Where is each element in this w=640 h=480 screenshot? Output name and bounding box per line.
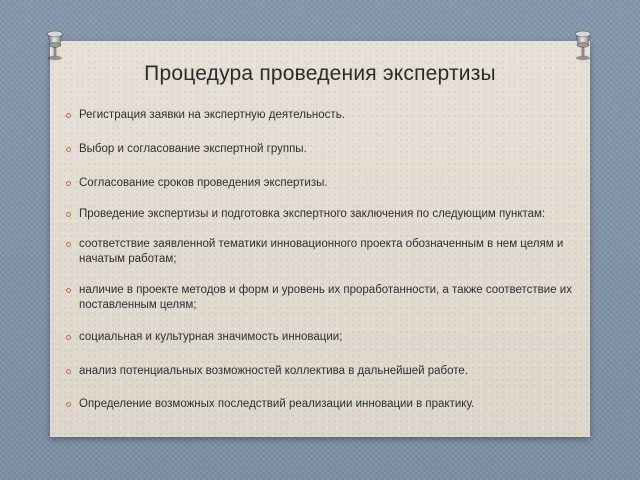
- bullet-list: [66, 108, 576, 412]
- list-item-text: Определение возможных последствий реализации инновации в практику.: [79, 398, 475, 410]
- list-item: [66, 330, 576, 345]
- list-item-text: социальная и культурная значимость инновации;: [79, 331, 343, 343]
- list-item: [66, 283, 576, 313]
- bullet-icon: [66, 335, 71, 340]
- bullet-icon: [66, 212, 71, 217]
- bullet-icon: [66, 113, 71, 118]
- list-item: [66, 237, 576, 267]
- list-item-text: наличие в проекте методов и форм и уровень их проработанности, а также соответствие их поставленным целям;: [79, 284, 572, 311]
- slide-title: Процедура проведения экспертизы: [144, 62, 496, 85]
- bullet-icon: [66, 402, 71, 407]
- bullet-icon: [66, 242, 71, 247]
- bullet-icon: [66, 369, 71, 374]
- list-item: [66, 207, 576, 222]
- list-item: [66, 176, 576, 191]
- pushpin-right-icon: [572, 28, 594, 62]
- list-item-text: Согласование сроков проведения экспертизы.: [79, 177, 328, 189]
- bullet-icon: [66, 147, 71, 152]
- list-item-text: Проведение экспертизы и подготовка экспертного заключения по следующим пунктам:: [79, 208, 546, 220]
- list-item-text: Регистрация заявки на экспертную деятельность.: [79, 109, 345, 121]
- list-item-text: анализ потенциальных возможностей коллектива в дальнейшей работе.: [79, 365, 469, 377]
- list-item-text: Выбор и согласование экспертной группы.: [79, 143, 307, 155]
- list-item: [66, 108, 576, 123]
- list-item-text: соответствие заявленной тематики инновационного проекта обозначенным в нем целям и начатым работам;: [79, 238, 564, 265]
- bullet-icon: [66, 181, 71, 186]
- bullet-icon: [66, 288, 71, 293]
- list-item: [66, 364, 576, 379]
- list-item: [66, 397, 576, 412]
- pushpin-left-icon: [44, 28, 66, 62]
- list-item: [66, 142, 576, 157]
